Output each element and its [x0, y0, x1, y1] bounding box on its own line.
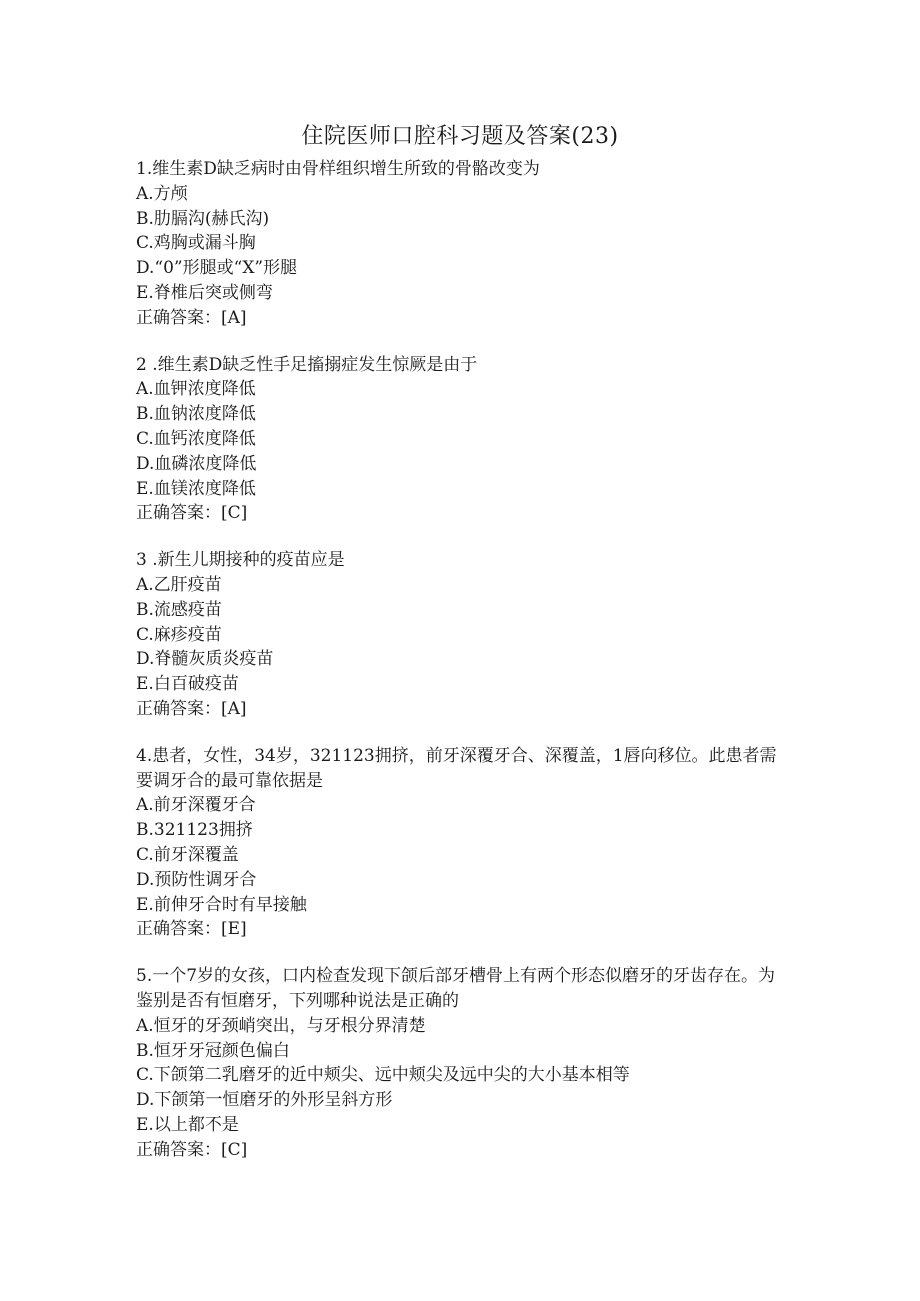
- question-4: [136, 744, 786, 942]
- correct-answer: 正确答案：[A]: [136, 307, 247, 328]
- option-d: D.血磷浓度降低: [136, 453, 257, 474]
- option-e: E.前伸牙合时有早接触: [136, 894, 307, 915]
- option-d: D.“0”形腿或“X”形腿: [136, 258, 298, 279]
- option-b: B.恒牙牙冠颜色偏白: [136, 1040, 290, 1061]
- question-2: [136, 353, 786, 527]
- question-3: [136, 548, 786, 722]
- option-c: C.前牙深覆盖: [136, 844, 239, 865]
- option-b: B.321123拥挤: [136, 820, 253, 841]
- option-a: A.血钾浓度降低: [136, 379, 256, 400]
- option-a: A.前牙深覆牙合: [136, 795, 256, 816]
- option-c: C.血钙浓度降低: [136, 428, 256, 449]
- question-stem: 2 .维生素D缺乏性手足搐搦症发生惊厥是由于: [136, 354, 478, 375]
- option-a: A.方颅: [136, 183, 188, 204]
- question-1: [136, 157, 786, 331]
- correct-answer: 正确答案：[A]: [136, 698, 247, 719]
- option-e: E.血镁浓度降低: [136, 478, 256, 499]
- question-stem: 4.患者，女性，34岁，321123拥挤，前牙深覆牙合、深覆盖，1唇向移位。此患者需要调牙合的最可靠依据是: [136, 745, 777, 791]
- correct-answer: 正确答案：[C]: [136, 1139, 248, 1160]
- option-a: A.恒牙的牙颈峭突出，与牙根分界清楚: [136, 1015, 426, 1036]
- question-stem: 3 .新生儿期接种的疫苗应是: [136, 550, 345, 571]
- option-b: B.流感疫苗: [136, 599, 222, 620]
- option-d: D.预防性调牙合: [136, 869, 257, 890]
- question-list: [136, 157, 786, 1162]
- option-a: A.乙肝疫苗: [136, 574, 222, 595]
- option-c: C.下颌第二乳磨牙的近中颊尖、远中颊尖及远中尖的大小基本相等: [136, 1065, 630, 1086]
- question-stem: 1.维生素D缺乏病时由骨样组织增生所致的骨骼改变为: [136, 159, 540, 179]
- option-d: D.下颌第一恒磨牙的外形呈斜方形: [136, 1090, 393, 1111]
- correct-answer: 正确答案：[C]: [136, 503, 248, 524]
- option-c: C.麻疹疫苗: [136, 624, 222, 645]
- option-e: E.脊椎后突或侧弯: [136, 282, 273, 303]
- option-e: E.白百破疫苗: [136, 674, 239, 695]
- option-e: E.以上都不是: [136, 1114, 239, 1135]
- option-b: B.肋膈沟(赫氏沟): [136, 208, 270, 229]
- question-stem: 5.一个7岁的女孩，口内检查发现下颌后部牙槽骨上有两个形态似磨牙的牙齿存在。为鉴别是否有恒磨牙，下列哪种说法是正确的: [136, 966, 776, 1011]
- page-title: 住院医师口腔科习题及答案(23): [301, 124, 619, 149]
- option-c: C.鸡胸或漏斗胸: [136, 233, 256, 254]
- correct-answer: 正确答案：[E]: [136, 919, 247, 940]
- question-5: [136, 964, 786, 1162]
- option-b: B.血钠浓度降低: [136, 404, 256, 425]
- option-d: D.脊髓灰质炎疫苗: [136, 649, 274, 670]
